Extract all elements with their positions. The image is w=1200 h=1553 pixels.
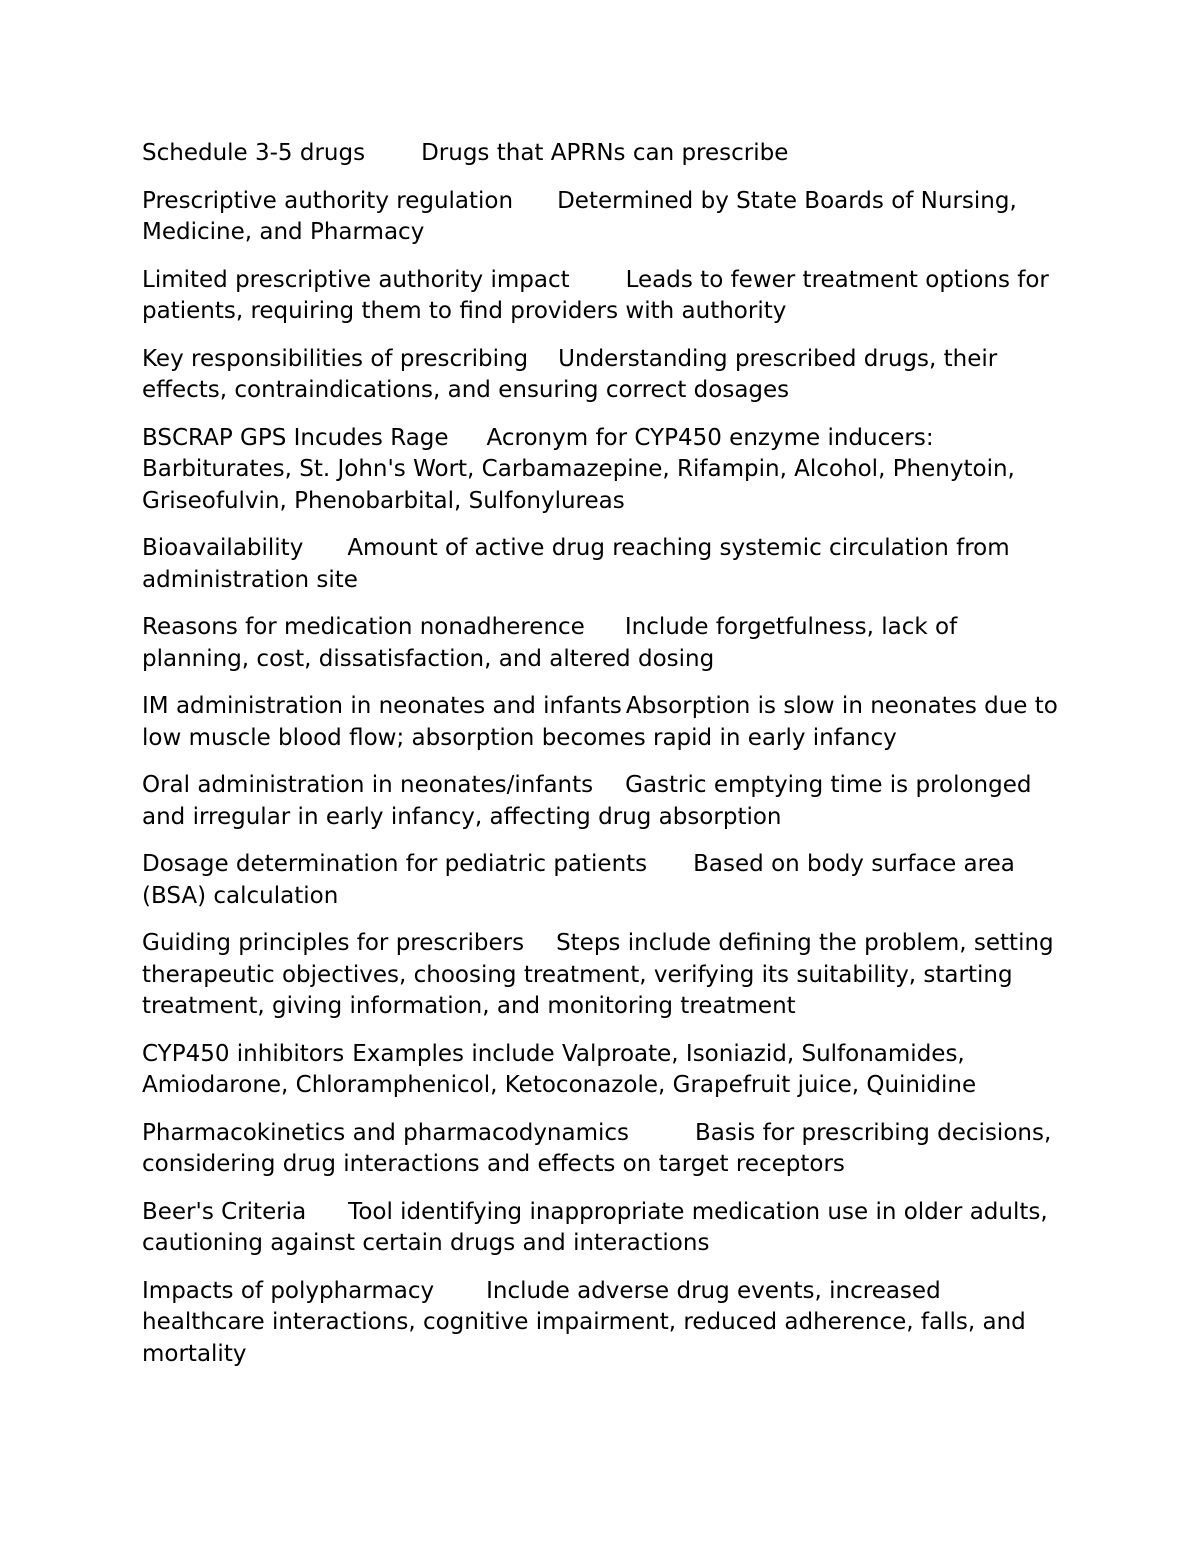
- entry-term: Guiding principles for prescribers: [142, 930, 525, 956]
- entry-definition: Based on body surface area (BSA) calculation: [142, 851, 1015, 909]
- entry-definition: Examples include Valproate, Isoniazid, Sulfonamides, Amiodarone, Chloramphenicol, Ketoconazole, Grapefruit juice, Quinidine: [142, 1040, 977, 1098]
- entry-term: CYP450 inhibitors: [142, 1040, 345, 1067]
- entry-definition: Basis for prescribing decisions, considering drug interactions and effects on target receptors: [142, 1119, 1052, 1177]
- entry-definition: Gastric emptying time is prolonged and irregular in early infancy, affecting drug absorption: [142, 772, 1032, 830]
- entry-cyp450-inhibitors: [142, 1039, 1058, 1102]
- entry-definition: Determined by State Boards of Nursing, Medicine, and Pharmacy: [142, 187, 1017, 245]
- entry-definition: Include forgetfulness, lack of planning, cost, dissatisfaction, and altered dosing: [142, 614, 958, 672]
- entry-term: Schedule 3-5 drugs: [142, 140, 366, 166]
- entry-term: BSCRAP GPS Incudes Rage: [142, 424, 449, 451]
- entry-definition: Amount of active drug reaching systemic circulation from administration site: [142, 535, 1010, 593]
- entry-term: Impacts of polypharmacy: [142, 1277, 435, 1304]
- entry-pk-pd: [142, 1118, 1058, 1181]
- entry-limited-authority-impact: [142, 265, 1058, 328]
- entry-definition: Acronym for CYP450 enzyme inducers: Barbiturates, St. John's Wort, Carbamazepine, Rifampin, Alcohol, Phenytoin, Griseofulvin, Phenobarbital, Sulfonylureas: [142, 424, 1015, 514]
- entry-key-responsibilities: [142, 344, 1058, 407]
- document-page: [142, 138, 1058, 1386]
- entry-nonadherence: [142, 612, 1058, 675]
- entry-guiding-principles: [142, 928, 1058, 1023]
- entry-definition: Tool identifying inappropriate medication use in older adults, cautioning against certain drugs and interactions: [142, 1198, 1048, 1256]
- entry-prescriptive-authority-regulation: [142, 186, 1058, 249]
- entry-term: Beer's Criteria: [142, 1198, 307, 1225]
- entry-cyp450-inducers: [142, 423, 1058, 518]
- entry-definition: Leads to fewer treatment options for patients, requiring them to find providers with authority: [142, 266, 1049, 324]
- entry-im-administration: [142, 691, 1058, 754]
- entry-term: IM administration in neonates and infants: [142, 693, 622, 719]
- entry-beers-criteria: [142, 1197, 1058, 1260]
- entry-definition: Absorption is slow in neonates due to low muscle blood flow; absorption becomes rapid in early infancy: [142, 693, 1058, 751]
- entry-definition: Steps include defining the problem, setting therapeutic objectives, choosing treatment, verifying its suitability, starting treatment, giving information, and monitoring treatment: [142, 930, 1054, 1019]
- entry-definition: Understanding prescribed drugs, their effects, contraindications, and ensuring correct dosages: [142, 345, 998, 403]
- entry-pediatric-dosage: [142, 849, 1058, 912]
- entry-term: Pharmacokinetics and pharmacodynamics: [142, 1119, 630, 1146]
- entry-schedule-drugs: [142, 138, 1058, 170]
- entry-polypharmacy: [142, 1276, 1058, 1371]
- entry-definition: Include adverse drug events, increased healthcare interactions, cognitive impairment, reduced adherence, falls, and mortality: [142, 1277, 1026, 1367]
- entry-term: Bioavailability: [142, 535, 304, 561]
- entry-term: Key responsibilities of prescribing: [142, 345, 529, 372]
- entry-definition: Drugs that APRNs can prescribe: [421, 140, 789, 166]
- entry-bioavailability: [142, 533, 1058, 596]
- entry-term: Reasons for medication nonadherence: [142, 614, 585, 640]
- entry-term: Prescriptive authority regulation: [142, 187, 514, 214]
- entry-term: Dosage determination for pediatric patients: [142, 851, 648, 877]
- entry-term: Oral administration in neonates/infants: [142, 772, 594, 798]
- entry-oral-administration: [142, 770, 1058, 833]
- entry-term: Limited prescriptive authority impact: [142, 266, 570, 293]
